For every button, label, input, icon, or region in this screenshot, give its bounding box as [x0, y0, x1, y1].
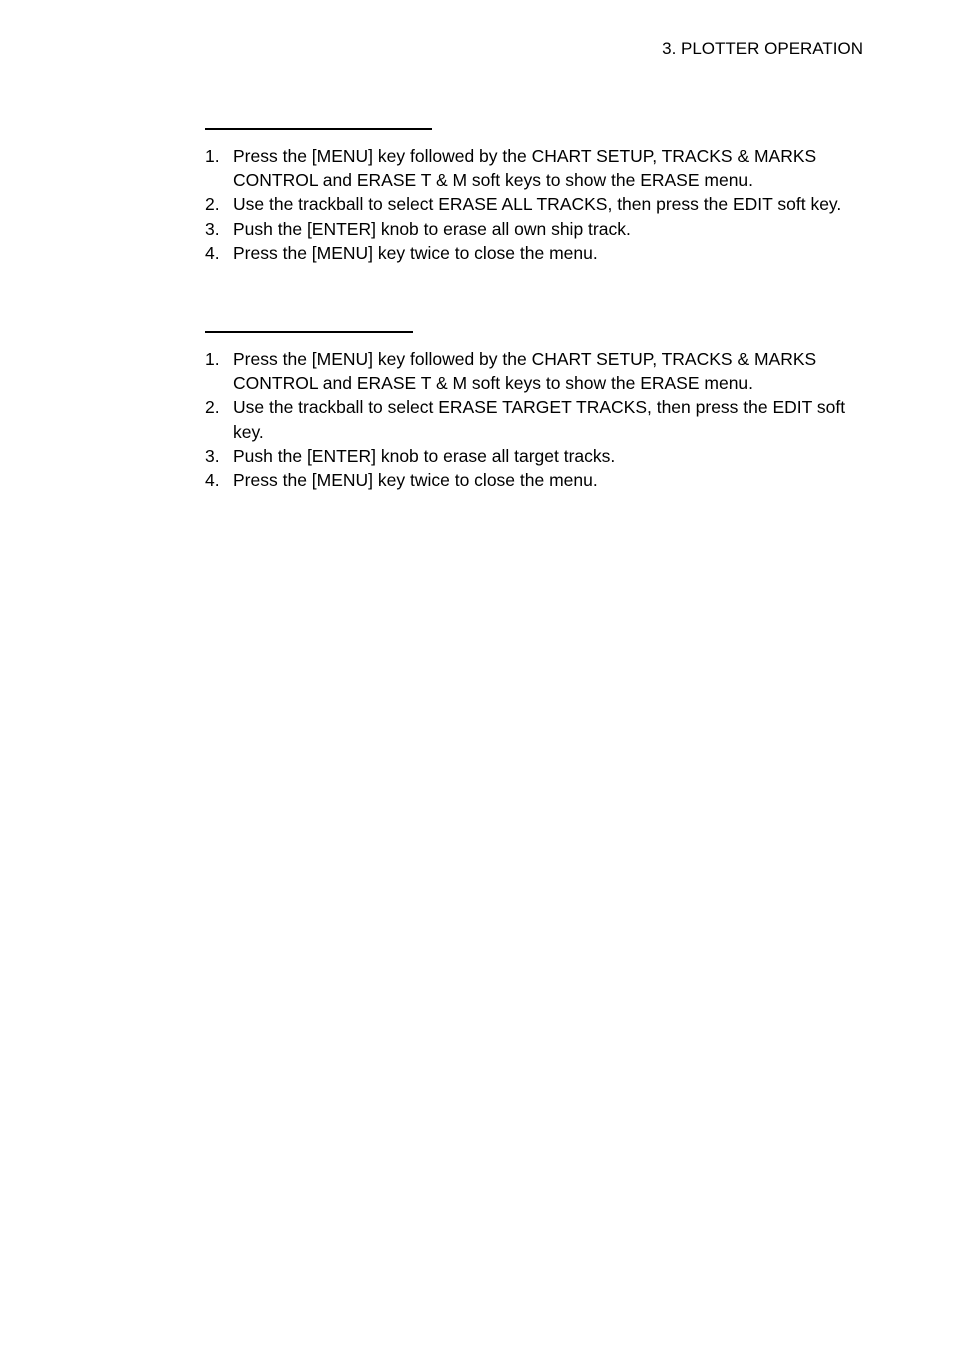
- step-number: 3.: [205, 218, 220, 239]
- section-heading-rule: [205, 331, 413, 333]
- step-item: [205, 444, 865, 468]
- step-item: [205, 241, 865, 265]
- step-item: [205, 468, 865, 492]
- step-item: [205, 217, 865, 241]
- step-text: Push the [ENTER] knob to erase all own ship track.: [233, 218, 631, 239]
- section-heading-rule: [205, 128, 432, 130]
- step-number: 1.: [205, 146, 220, 166]
- step-number: 2.: [205, 397, 220, 418]
- procedure-steps: [205, 144, 865, 265]
- step-text: Use the trackball to select ERASE ALL TRACKS, then press the EDIT soft key.: [233, 194, 842, 215]
- step-item: [205, 192, 865, 216]
- step-item: [205, 144, 865, 192]
- step-text: Press the [MENU] key followed by the CHART SETUP, TRACKS & MARKS CONTROL and ERASE T & M soft keys to show the ERASE menu.: [233, 146, 817, 191]
- step-text: Press the [MENU] key twice to close the menu.: [233, 242, 598, 263]
- section-erase-target-tracks: [205, 331, 865, 492]
- step-item: [205, 347, 865, 395]
- procedure-steps: [205, 347, 865, 492]
- step-text: Press the [MENU] key followed by the CHART SETUP, TRACKS & MARKS CONTROL and ERASE T & M soft keys to show the ERASE menu.: [233, 349, 817, 394]
- step-number: 3.: [205, 445, 220, 466]
- section-erase-all-tracks: [205, 128, 865, 265]
- step-number: 2.: [205, 194, 220, 215]
- step-text: Push the [ENTER] knob to erase all target tracks.: [233, 445, 616, 466]
- running-header: 3. PLOTTER OPERATION: [662, 39, 863, 58]
- step-number: 4.: [205, 242, 220, 263]
- step-number: 4.: [205, 470, 220, 491]
- step-number: 1.: [205, 349, 220, 369]
- step-text: Use the trackball to select ERASE TARGET TRACKS, then press the EDIT soft key.: [233, 397, 846, 442]
- step-item: [205, 395, 865, 443]
- step-text: Press the [MENU] key twice to close the menu.: [233, 470, 598, 491]
